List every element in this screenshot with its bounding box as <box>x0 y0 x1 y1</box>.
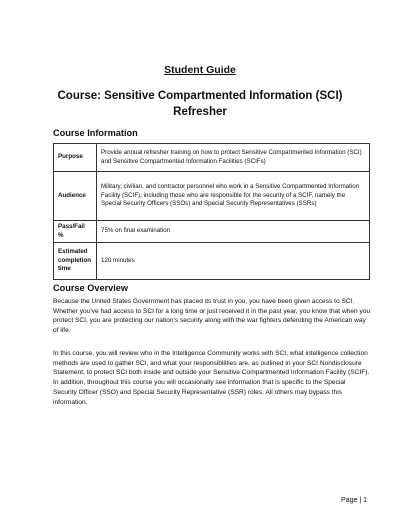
overview-paragraph: Because the United States Government has placed its trust in you, you have been given access to SCI. Whether you've had access to SCI for a long time or just received it in the past year, you know that when you protect SCI, you are protecting our nation's security along with the war fighters defending the American way of life. <box>53 298 371 335</box>
table-row-purpose <box>54 144 370 172</box>
row-value: Military, civilian, and contractor personnel who work in a Sensitive Compartmented Information Facility (SCIF), including those who are responsible for the security of a SCIF, namely the Special Security Officers (SSOs) and Special Security Representatives (SSRs) <box>97 172 370 221</box>
row-value: Provide annual refresher training on how to protect Sensitive Compartmented Information (SCI) and Sensitive Compartmented Information Facilities (SCIFs) <box>97 144 370 172</box>
table-row-estimated-completion-time <box>54 243 370 280</box>
row-value: 75% on final examination <box>97 221 370 243</box>
table-row-audience <box>54 172 370 221</box>
section-heading-course-overview: Course Overview <box>53 283 129 293</box>
row-label: Purpose <box>54 144 97 172</box>
document-title: Student Guide <box>164 64 236 76</box>
row-label: Pass/Fail % <box>54 221 97 243</box>
overview-paragraph: In this course, you will review who in the Intelligence Community works with SCI, what intelligence collection methods are used to gather SCI, and what your responsibilities are, as outlined in your SCI Nondisclosure Statement, to protect SCI both inside and outside your Sensitive Compartmented Information Facility (SCIF). In addition, throughout this course you will occasionally see information that is specific to the Special Security Officer (SSO) and Special Security Representative (SSR) roles. All others may bypass this information. <box>53 350 370 406</box>
table-row-pass-fail <box>54 221 370 243</box>
page-number: Page | 1 <box>341 497 367 504</box>
section-heading-course-information: Course Information <box>53 128 138 138</box>
row-value: 120 minutes <box>97 243 370 280</box>
course-information-table <box>53 143 370 280</box>
row-label: Estimated completion time <box>54 243 97 280</box>
course-title: Course: Sensitive Compartmented Information (SCI) Refresher <box>57 90 343 118</box>
row-label: Audience <box>54 172 97 221</box>
